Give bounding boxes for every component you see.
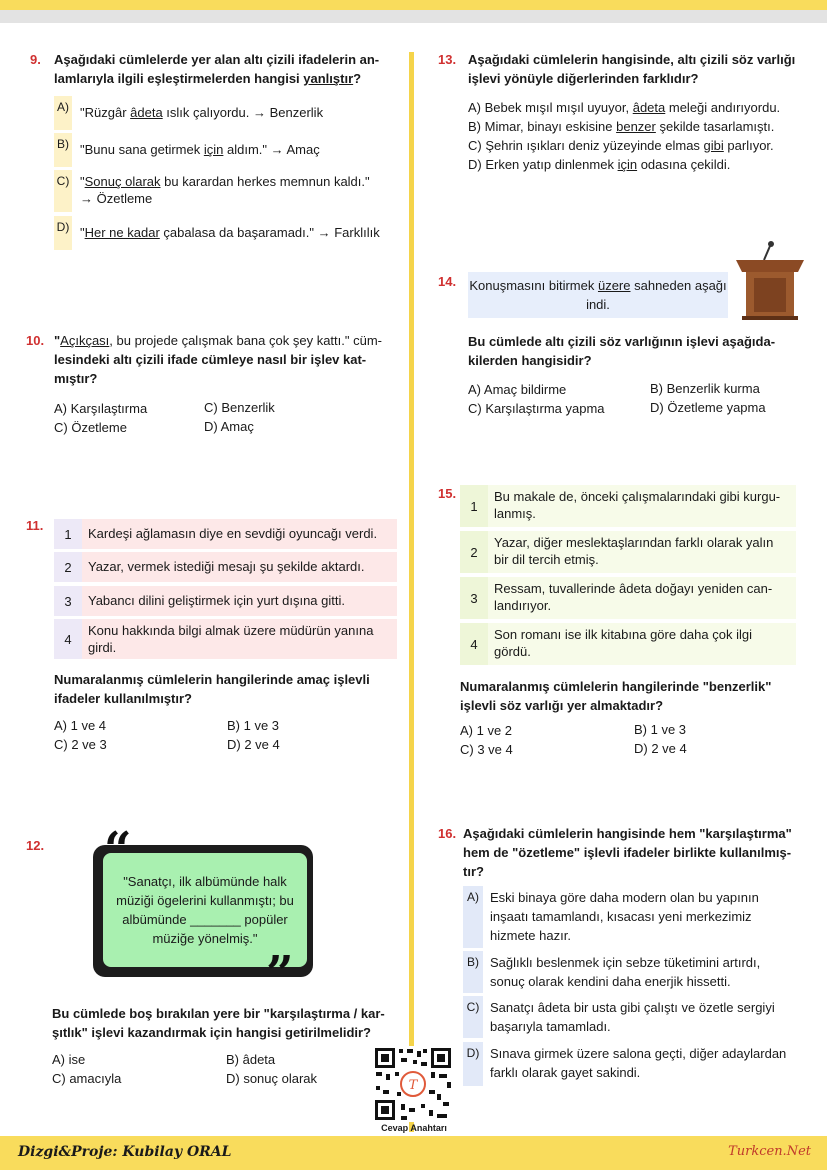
question-13-line-2: işlevi yönüyle diğerlerinden farklıdır? <box>468 71 699 86</box>
option-letter: C) <box>463 996 483 1038</box>
sentence-underlined: üzere <box>597 278 631 293</box>
option-letter: D) <box>54 216 72 250</box>
option-text-line-2: → Özetleme <box>80 191 153 206</box>
option-text-pre: "Bunu sana getirmek <box>80 142 204 157</box>
q9-option-c[interactable] <box>54 170 370 212</box>
brand-logo[interactable]: Turkcen.Net <box>728 1144 811 1159</box>
question-10-quote-open: " <box>54 333 61 348</box>
option-underlined: Sonuç olarak <box>84 174 161 189</box>
question-10-line-1 <box>54 331 399 350</box>
question-9-number: 9. <box>30 52 41 67</box>
q15-answer-c[interactable]: C) 3 ve 4 <box>460 742 513 757</box>
item-text: Yazar, vermek istediği mesajı şu şekilde aktardı. <box>82 552 397 582</box>
q12-answer-b[interactable]: B) âdeta <box>226 1052 276 1067</box>
option-text: Sınava girmek üzere salona geçti, diğer adaylardan farklı olarak gayet sakindi. <box>490 1046 787 1080</box>
q15-answer-d[interactable]: D) 2 ve 4 <box>634 741 687 756</box>
option-text-pre: A) Bebek mışıl mışıl uyuyor, <box>468 100 633 115</box>
question-9-text <box>54 50 399 88</box>
question-10-line-3: mıştır? <box>54 371 98 386</box>
item-text: Yabancı dilini geliştirmek için yurt dışına gitti. <box>82 586 397 616</box>
item-number: 1 <box>460 485 488 527</box>
question-14-line-2: kilerden hangisidir? <box>468 353 592 368</box>
q12-answer-d[interactable]: D) sonuç olarak <box>226 1071 318 1086</box>
sentence-post: sahneden aşağı indi. <box>586 278 727 312</box>
question-10-underlined: Açıkçası <box>60 333 110 348</box>
question-11-text <box>54 670 399 708</box>
option-underlined: gibi <box>703 138 724 153</box>
question-13-line-1: Aşağıdaki cümlelerin hangisinde, altı çizili söz varlığı <box>468 52 796 67</box>
option-letter: A) <box>463 886 483 948</box>
question-14-text <box>468 332 813 370</box>
q11-item-4 <box>54 619 397 659</box>
option-text-pre: B) Mimar, binayı eskisine <box>468 119 617 134</box>
q10-answer-b[interactable]: C) Benzerlik <box>204 400 275 415</box>
question-12-line-2: şıtlık" işlevi kazandırmak için hangisi getirilmelidir? <box>52 1025 371 1040</box>
option-letter: B) <box>463 951 483 993</box>
q13-option-d[interactable] <box>468 157 730 172</box>
top-bar <box>0 0 827 10</box>
q10-answer-d[interactable]: D) Amaç <box>204 419 254 434</box>
option-text: Sağlıklı beslenmek için sebze tüketimini artırdı, sonuç olarak kendini daha enerjik hissetti. <box>490 955 761 989</box>
item-text: Konu hakkında bilgi almak üzere müdürün yanına girdi. <box>82 619 397 659</box>
item-text: Yazar, diğer meslektaşlarından farklı olarak yalın bir dil tercih etmiş. <box>488 531 796 573</box>
q9-option-b[interactable] <box>54 133 320 167</box>
option-underlined: âdeta <box>130 105 163 120</box>
option-text-pre: C) Şehrin ışıkları deniz yüzeyinde elmas <box>468 138 704 153</box>
podium-icon <box>732 238 808 320</box>
option-text-pre: " <box>80 225 85 240</box>
item-number: 2 <box>460 531 488 573</box>
question-12-text <box>52 1004 397 1042</box>
question-15-text <box>460 677 805 715</box>
question-16-text <box>463 824 813 881</box>
option-text <box>72 216 380 250</box>
q15-answer-b[interactable]: B) 1 ve 3 <box>634 722 687 737</box>
svg-text:T: T <box>408 1078 418 1093</box>
option-text-post: parlıyor. <box>723 138 774 153</box>
q12-answer-c[interactable]: C) amacıyla <box>52 1071 122 1086</box>
option-text <box>72 170 370 212</box>
option-text <box>72 96 323 130</box>
option-text-post: aldım." → Amaç <box>223 142 320 157</box>
option-underlined: Her ne kadar <box>84 225 160 240</box>
quote-text: "Sanatçı, ilk albümünde halk müziği ögelerini kullanmıştı; bu albümünde _______ popüler müziğe yönelmiş." <box>101 851 309 969</box>
question-13-text <box>468 50 813 88</box>
question-9-line-2-text: lamlarıyla ilgili eşleştirmelerden hangisi <box>54 71 304 86</box>
q14-answer-b[interactable]: B) Benzerlik kurma <box>650 381 760 396</box>
q11-item-2 <box>54 552 397 582</box>
option-text-post: odasına çekildi. <box>637 157 731 172</box>
q13-option-b[interactable] <box>468 119 774 134</box>
qr-caption: Cevap Anahtarı <box>381 1123 447 1133</box>
option-text-pre: " <box>80 174 85 189</box>
footer-credit: Dizgi&Proje: Kubilay ORAL <box>18 1144 232 1160</box>
item-text: Ressam, tuvallerinde âdeta doğayı yeniden can-landırıyor. <box>488 577 796 619</box>
q15-answer-a[interactable]: A) 1 ve 2 <box>460 723 513 738</box>
question-12-number: 12. <box>26 838 45 853</box>
question-12-line-1: Bu cümlede boş bırakılan yere bir "karşılaştırma / kar- <box>52 1006 385 1021</box>
question-13-number: 13. <box>438 52 457 67</box>
open-quote-icon: “ <box>104 822 132 878</box>
footer-bar <box>0 1136 827 1170</box>
item-text: Bu makale de, önceki çalışmalarındaki gibi kurgu-lanmış. <box>488 485 796 527</box>
q16-option-d[interactable] <box>463 1042 803 1086</box>
qr-code-icon[interactable] <box>373 1046 453 1122</box>
q9-option-d[interactable] <box>54 216 380 250</box>
column-divider <box>409 52 414 1132</box>
option-text-pre: "Rüzgâr <box>80 105 131 120</box>
question-11-number: 11. <box>26 518 44 533</box>
item-number: 4 <box>460 623 488 665</box>
question-15-number: 15. <box>438 486 457 501</box>
question-10-text <box>54 331 399 388</box>
q16-option-b[interactable] <box>463 951 803 993</box>
item-number: 3 <box>54 586 82 616</box>
question-10-line-2: lesindeki altı çizili ifade cümleye nasıl bir işlev kat- <box>54 352 367 367</box>
question-16-line-1: Aşağıdaki cümlelerin hangisinde hem "karşılaştırma" <box>463 826 792 841</box>
option-text <box>72 133 320 167</box>
item-text: Kardeşi ağlamasın diye en sevdiği oyuncağı verdi. <box>82 519 397 549</box>
q15-item-4 <box>460 623 796 665</box>
q11-item-1 <box>54 519 397 549</box>
item-number: 2 <box>54 552 82 582</box>
question-15-line-1: Numaralanmış cümlelerin hangilerinde "benzerlik" <box>460 679 772 694</box>
q14-answer-d[interactable]: D) Özetleme yapma <box>650 400 766 415</box>
option-text-post: şekilde tasarlamıştı. <box>655 119 775 134</box>
q10-answer-a[interactable]: A) Karşılaştırma <box>54 401 148 416</box>
q14-answer-c[interactable]: C) Karşılaştırma yapma <box>468 401 605 416</box>
option-text-post: çabalasa da başaramadı." → Farklılık <box>159 225 380 240</box>
option-underlined: için <box>617 157 638 172</box>
q15-item-1 <box>460 485 796 527</box>
item-text: Son romanı ise ilk kitabına göre daha çok ilgi gördü. <box>488 623 796 665</box>
q11-item-3 <box>54 586 397 616</box>
q16-option-c[interactable] <box>463 996 803 1038</box>
q14-answer-a[interactable]: A) Amaç bildirme <box>468 382 567 397</box>
question-16-line-3: tır? <box>463 864 484 879</box>
q15-item-2 <box>460 531 796 573</box>
header-band <box>0 10 827 23</box>
option-letter: C) <box>54 170 72 212</box>
q13-option-c[interactable] <box>468 138 774 153</box>
item-number: 4 <box>54 619 82 659</box>
q11-answer-b[interactable]: B) 1 ve 3 <box>227 718 280 733</box>
q9-option-a[interactable] <box>54 96 323 130</box>
question-14-line-1: Bu cümlede altı çizili söz varlığının işlevi aşağıda- <box>468 334 776 349</box>
q14-sentence-box <box>468 272 728 318</box>
question-9-underlined: yanlıştır <box>303 71 354 86</box>
option-text-post: ıslık çalıyordu. → Benzerlik <box>162 105 324 120</box>
option-underlined: için <box>203 142 224 157</box>
q13-option-a[interactable] <box>468 100 780 115</box>
option-underlined: benzer <box>616 119 656 134</box>
question-10-number: 10. <box>26 333 45 348</box>
question-9-line-2-end: ? <box>353 71 362 86</box>
question-9-line-1: Aşağıdaki cümlelerde yer alan altı çizili ifadelerin an- <box>54 52 380 67</box>
option-letter: D) <box>463 1042 483 1086</box>
option-text-post: bu karardan herkes memnun kaldı." <box>160 174 370 189</box>
question-16-line-2: hem de "özetleme" işlevli ifadeler birlikte kullanılmış- <box>463 845 792 860</box>
q16-option-a[interactable] <box>463 886 803 948</box>
q15-item-3 <box>460 577 796 619</box>
question-9-line-2 <box>54 69 399 88</box>
option-text-pre: D) Erken yatıp dinlenmek <box>468 157 618 172</box>
item-number: 1 <box>54 519 82 549</box>
option-underlined: âdeta <box>632 100 666 115</box>
item-number: 3 <box>460 577 488 619</box>
sentence-pre: Konuşmasını bitirmek <box>469 278 598 293</box>
option-text: Sanatçı âdeta bir usta gibi çalıştı ve özetle sergiyi başarıyla tamamladı. <box>490 1000 775 1034</box>
close-quote-icon: ” <box>266 946 294 1002</box>
option-text-post: meleği andırıyordu. <box>665 100 781 115</box>
option-text: Eski binaya göre daha modern olan bu yapının inşaatı tamamlandı, kısacası yeni merkezimiz hizmete hazır. <box>490 890 759 943</box>
option-letter: A) <box>54 96 72 130</box>
question-11-line-2: ifadeler kullanılmıştır? <box>54 691 192 706</box>
question-10-line-1-text: , bu projede çalışmak bana çok şey kattı." cüm- <box>109 333 382 348</box>
question-14-number: 14. <box>438 274 457 289</box>
question-16-number: 16. <box>438 826 457 841</box>
q10-answer-c[interactable]: C) Özetleme <box>54 420 127 435</box>
question-15-line-2: işlevli söz varlığı yer almaktadır? <box>460 698 664 713</box>
q12-answer-a[interactable]: A) ise <box>52 1052 86 1067</box>
question-11-line-1: Numaralanmış cümlelerin hangilerinde amaç işlevli <box>54 672 370 687</box>
q11-answer-a[interactable]: A) 1 ve 4 <box>54 718 107 733</box>
q11-answer-d[interactable]: D) 2 ve 4 <box>227 737 280 752</box>
option-letter: B) <box>54 133 72 167</box>
q11-answer-c[interactable]: C) 2 ve 3 <box>54 737 107 752</box>
